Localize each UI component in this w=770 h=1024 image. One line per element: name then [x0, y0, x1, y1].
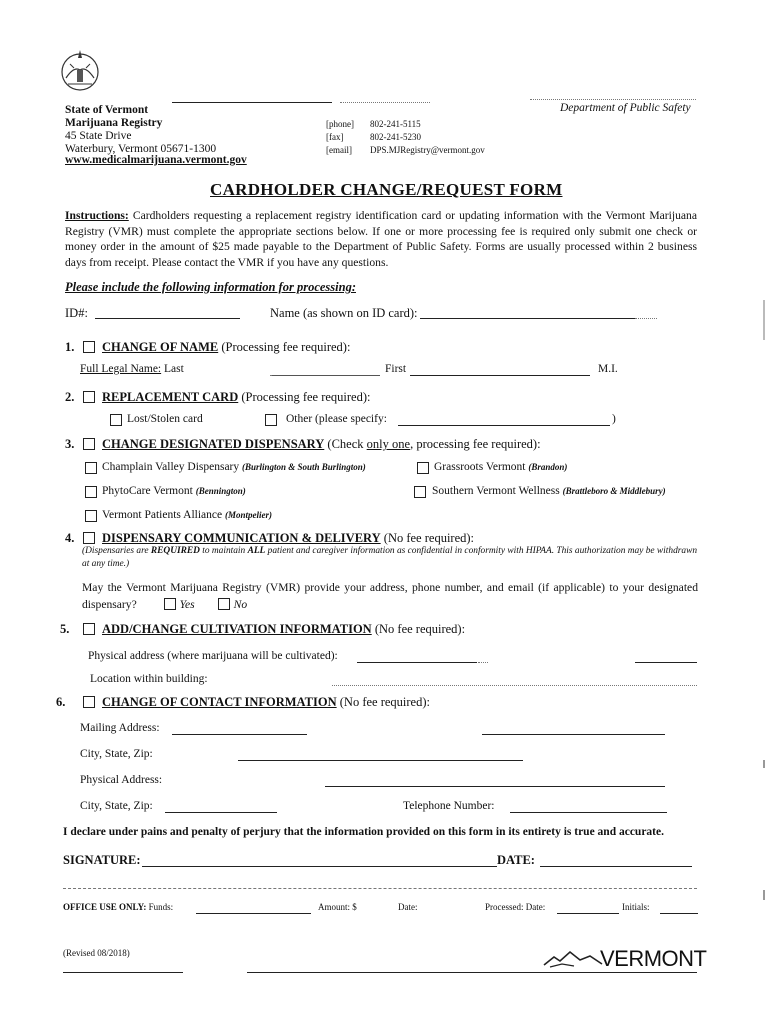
phone-value: 802-241-5115 [370, 119, 421, 129]
signature-label: SIGNATURE: [63, 853, 141, 867]
s5-number: 5. [60, 622, 70, 636]
s2-lost-label: Lost/Stolen card [127, 413, 203, 425]
s6-heading [102, 695, 430, 710]
s1-number: 1. [65, 340, 75, 354]
vermont-seal-icon [56, 44, 104, 96]
s3-d2-checkbox[interactable] [417, 462, 429, 474]
s3-checkbox[interactable] [83, 438, 95, 450]
s1-full-legal-label: Full Legal Name: Last [80, 363, 184, 375]
s4-heading [102, 531, 474, 546]
s5-location-label: Location within building: [90, 673, 208, 685]
s6-csz-input[interactable] [238, 760, 523, 761]
s6-mailing-label: Mailing Address: [80, 722, 160, 734]
s3-d5-checkbox[interactable] [85, 510, 97, 522]
date-label: DATE: [497, 853, 535, 867]
s6-title: CHANGE OF CONTACT INFORMATION [102, 695, 337, 709]
name-input[interactable] [420, 318, 635, 319]
office-amount-label: Amount: $ [318, 902, 357, 912]
s2-close-paren: ) [612, 413, 616, 425]
s1-checkbox[interactable] [83, 341, 95, 353]
s3-d1-label: Champlain Valley Dispensary (Burlington & South Burlington) [102, 461, 366, 473]
s6-telephone-label: Telephone Number: [403, 800, 495, 812]
s2-other-input[interactable] [398, 425, 610, 426]
s4-checkbox[interactable] [83, 532, 95, 544]
s6-mailing-input[interactable] [172, 734, 307, 735]
city-address: Waterbury, Vermont 05671-1300 [65, 143, 217, 155]
s6-csz-label: City, State, Zip: [80, 748, 153, 760]
name-label: Name (as shown on ID card): [270, 306, 418, 320]
s2-checkbox[interactable] [83, 391, 95, 403]
s1-first-name-input[interactable] [410, 375, 590, 376]
phone-label: [phone] [326, 119, 354, 129]
s4-no-checkbox[interactable] [218, 598, 230, 610]
id-label: ID#: [65, 306, 88, 320]
s5-title: ADD/CHANGE CULTIVATION INFORMATION [102, 622, 372, 636]
s2-other-label: Other (please specify: [286, 413, 387, 425]
s4-note: (No fee required): [383, 531, 475, 545]
s5-checkbox[interactable] [83, 623, 95, 635]
s4-yes-checkbox[interactable] [164, 598, 176, 610]
s3-d3-checkbox[interactable] [85, 486, 97, 498]
s2-number: 2. [65, 390, 75, 404]
fax-value: 802-241-5230 [370, 132, 421, 142]
s1-first-label: First [385, 363, 407, 375]
s3-title: CHANGE DESIGNATED DISPENSARY [102, 437, 325, 451]
s6-physical-input[interactable] [325, 786, 665, 787]
s6-telephone-input[interactable] [510, 812, 667, 813]
s1-note: (Processing fee required): [221, 340, 351, 354]
s6-csz2-input[interactable] [165, 812, 277, 813]
s6-note: (No fee required): [339, 695, 430, 709]
s3-d5-label: Vermont Patients Alliance (Montpelier) [102, 509, 272, 521]
office-processed-label: Processed: Date: [485, 902, 546, 912]
registry-name: Marijuana Registry [65, 117, 163, 129]
state-name: State of Vermont [65, 104, 149, 116]
email-value[interactable]: DPS.MJRegistry@vermont.gov [370, 145, 485, 155]
s1-last-name-input[interactable] [272, 375, 380, 376]
office-initials-label: Initials: [622, 902, 650, 912]
s4-no-label: No [233, 597, 248, 611]
s2-note: (Processing fee required): [241, 390, 371, 404]
id-input[interactable] [95, 318, 240, 319]
s1-title: CHANGE OF NAME [102, 340, 219, 354]
email-label: [email] [326, 145, 352, 155]
office-processed-date-input[interactable] [557, 913, 619, 914]
date-input[interactable] [540, 866, 692, 867]
signature-input[interactable] [142, 866, 497, 867]
street-address: 45 State Drive [65, 130, 132, 142]
s6-checkbox[interactable] [83, 696, 95, 708]
s6-physical-label: Physical Address: [80, 774, 163, 786]
office-initials-input[interactable] [660, 913, 698, 914]
s5-address-input-2[interactable] [635, 662, 697, 663]
department-name: Department of Public Safety [560, 102, 691, 114]
vermont-mountain-logo-icon [542, 948, 604, 968]
office-divider [63, 888, 697, 889]
s3-d2-label: Grassroots Vermont (Brandon) [434, 461, 568, 473]
s2-lost-checkbox[interactable] [110, 414, 122, 426]
s3-d1-checkbox[interactable] [85, 462, 97, 474]
s4-yes-label: Yes [179, 597, 195, 611]
s1-mi-label: M.I. [598, 363, 618, 375]
vermont-logo-text: VERMONT [600, 946, 707, 971]
s3-d4-checkbox[interactable] [414, 486, 426, 498]
office-funds-input[interactable] [196, 913, 311, 914]
s1-heading [102, 340, 350, 355]
s3-d3-label: PhytoCare Vermont (Bennington) [102, 485, 246, 497]
s5-heading [102, 622, 465, 637]
s5-address-input[interactable] [357, 662, 477, 663]
s5-location-input[interactable] [332, 685, 697, 686]
declaration-text: I declare under pains and penalty of perjury that the information provided on this form in its entirety is true and accurate. [63, 826, 664, 838]
revised-date: (Revised 08/2018) [63, 948, 130, 958]
instructions-paragraph [65, 208, 697, 270]
office-use-row: OFFICE USE ONLY: Funds: [63, 902, 174, 912]
s4-title: DISPENSARY COMMUNICATION & DELIVERY [102, 531, 381, 545]
fax-label: [fax] [326, 132, 344, 142]
include-heading: Please include the following information for processing: [65, 280, 356, 294]
website-link[interactable]: www.medicalmarijuana.vermont.gov [65, 154, 247, 166]
s6-mailing-input-2[interactable] [482, 734, 665, 735]
s6-csz2-label: City, State, Zip: [80, 800, 153, 812]
s4-question: May the Vermont Marijuana Registry (VMR) provide your address, phone number, and email (if applicable) to your designated dispensary? Yes No [82, 581, 698, 611]
instructions-label: Instructions: [65, 209, 129, 222]
s3-number: 3. [65, 437, 75, 451]
s4-hipaa-note: (Dispensaries are REQUIRED to maintain ALL patient and caregiver information as confidential in conformity with HIPAA. This authorization may be withdrawn at any time.) [82, 546, 698, 569]
s3-heading: CHANGE DESIGNATED DISPENSARY (Check only one, processing fee required): [102, 437, 541, 451]
s2-heading [102, 390, 371, 405]
office-date-label: Date: [398, 902, 418, 912]
form-title: CARDHOLDER CHANGE/REQUEST FORM [210, 180, 563, 199]
instructions-text: Cardholders requesting a replacement registry identification card or updating information with the Vermont Marijuana Registry (VMR) must complete the appropriate sections below. If one or more processing fee is required only submit one check or money order in the amount of $25 made payable to the Department of Public Safety. Forms are usually processed within 2 business days from receipt. Please contact the VMR if you have any questions. [65, 209, 697, 269]
s3-d4-label: Southern Vermont Wellness (Brattleboro & Middlebury) [432, 485, 666, 497]
s2-other-checkbox[interactable] [265, 414, 277, 426]
s2-title: REPLACEMENT CARD [102, 390, 239, 404]
s5-note: (No fee required): [374, 622, 466, 636]
s6-number: 6. [56, 695, 66, 709]
s4-number: 4. [65, 531, 75, 545]
s5-address-label: Physical address (where marijuana will be cultivated): [88, 650, 338, 662]
